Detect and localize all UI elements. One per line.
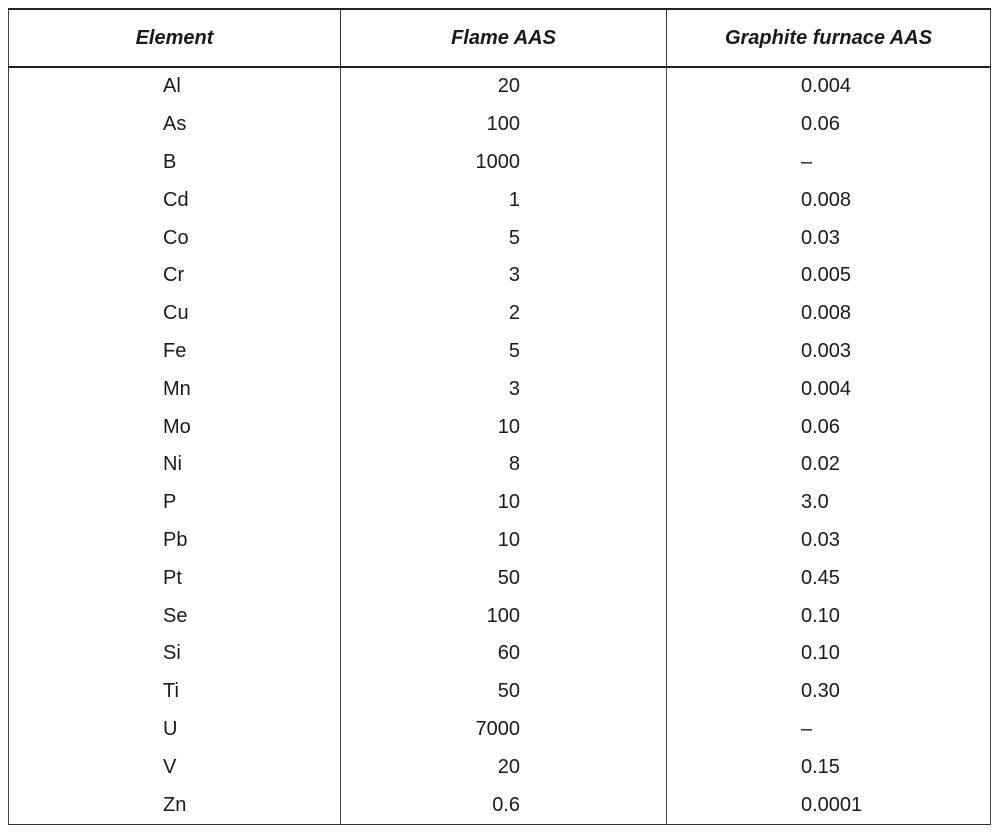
cell-graphite-furnace-aas: 0.45 (667, 559, 991, 597)
cell-element: Co (9, 219, 341, 257)
cell-flame-aas: 3 (341, 257, 667, 295)
table-row (9, 333, 991, 371)
cell-element: Cd (9, 181, 341, 219)
table-row (9, 711, 991, 749)
cell-graphite-furnace-aas: 0.005 (667, 257, 991, 295)
cell-graphite-furnace-aas: 0.15 (667, 748, 991, 786)
cell-graphite-furnace-aas: 0.004 (667, 370, 991, 408)
cell-flame-aas: 2 (341, 295, 667, 333)
column-header-flame-aas: Flame AAS (341, 9, 667, 67)
column-header-element: Element (9, 9, 341, 67)
cell-element: Mn (9, 370, 341, 408)
cell-element: B (9, 144, 341, 182)
cell-graphite-furnace-aas: 0.10 (667, 635, 991, 673)
cell-graphite-furnace-aas: 0.06 (667, 106, 991, 144)
cell-element: Pb (9, 522, 341, 560)
cell-element: As (9, 106, 341, 144)
table-body (9, 67, 991, 824)
cell-flame-aas: 50 (341, 559, 667, 597)
cell-flame-aas: 20 (341, 67, 667, 106)
cell-graphite-furnace-aas: 3.0 (667, 484, 991, 522)
cell-graphite-furnace-aas: 0.008 (667, 181, 991, 219)
cell-graphite-furnace-aas: 0.10 (667, 597, 991, 635)
header-row (9, 9, 991, 67)
cell-element: P (9, 484, 341, 522)
cell-flame-aas: 3 (341, 370, 667, 408)
cell-graphite-furnace-aas: 0.004 (667, 67, 991, 106)
cell-flame-aas: 10 (341, 408, 667, 446)
detection-limits-table-container (8, 8, 990, 824)
cell-element: Zn (9, 786, 341, 824)
cell-flame-aas: 60 (341, 635, 667, 673)
cell-flame-aas: 1000 (341, 144, 667, 182)
table-row (9, 597, 991, 635)
cell-graphite-furnace-aas: – (667, 144, 991, 182)
cell-flame-aas: 50 (341, 673, 667, 711)
cell-graphite-furnace-aas: 0.03 (667, 522, 991, 560)
cell-element: Al (9, 67, 341, 106)
detection-limits-table (8, 8, 991, 825)
table-row (9, 786, 991, 824)
table-row (9, 181, 991, 219)
cell-graphite-furnace-aas: 0.03 (667, 219, 991, 257)
cell-graphite-furnace-aas: 0.06 (667, 408, 991, 446)
cell-flame-aas: 0.6 (341, 786, 667, 824)
cell-element: Fe (9, 333, 341, 371)
table-row (9, 559, 991, 597)
cell-flame-aas: 100 (341, 106, 667, 144)
cell-flame-aas: 7000 (341, 711, 667, 749)
cell-element: Cr (9, 257, 341, 295)
table-row (9, 522, 991, 560)
cell-graphite-furnace-aas: 0.30 (667, 673, 991, 711)
table-row (9, 748, 991, 786)
cell-flame-aas: 8 (341, 446, 667, 484)
cell-flame-aas: 5 (341, 219, 667, 257)
cell-flame-aas: 10 (341, 484, 667, 522)
cell-graphite-furnace-aas: 0.0001 (667, 786, 991, 824)
cell-element: Pt (9, 559, 341, 597)
cell-flame-aas: 5 (341, 333, 667, 371)
table-row (9, 219, 991, 257)
cell-graphite-furnace-aas: 0.02 (667, 446, 991, 484)
table-row (9, 408, 991, 446)
table-row (9, 446, 991, 484)
cell-graphite-furnace-aas: 0.003 (667, 333, 991, 371)
cell-element: Cu (9, 295, 341, 333)
table-row (9, 106, 991, 144)
cell-graphite-furnace-aas: – (667, 711, 991, 749)
cell-flame-aas: 1 (341, 181, 667, 219)
column-header-graphite-furnace-aas: Graphite furnace AAS (667, 9, 991, 67)
cell-graphite-furnace-aas: 0.008 (667, 295, 991, 333)
cell-flame-aas: 10 (341, 522, 667, 560)
table-row (9, 67, 991, 106)
cell-element: Mo (9, 408, 341, 446)
cell-element: Ti (9, 673, 341, 711)
table-row (9, 257, 991, 295)
cell-flame-aas: 20 (341, 748, 667, 786)
cell-element: Se (9, 597, 341, 635)
cell-element: U (9, 711, 341, 749)
table-row (9, 144, 991, 182)
cell-flame-aas: 100 (341, 597, 667, 635)
table-row (9, 635, 991, 673)
table-row (9, 484, 991, 522)
table-row (9, 295, 991, 333)
table-row (9, 673, 991, 711)
cell-element: Ni (9, 446, 341, 484)
table-row (9, 370, 991, 408)
cell-element: Si (9, 635, 341, 673)
cell-element: V (9, 748, 341, 786)
